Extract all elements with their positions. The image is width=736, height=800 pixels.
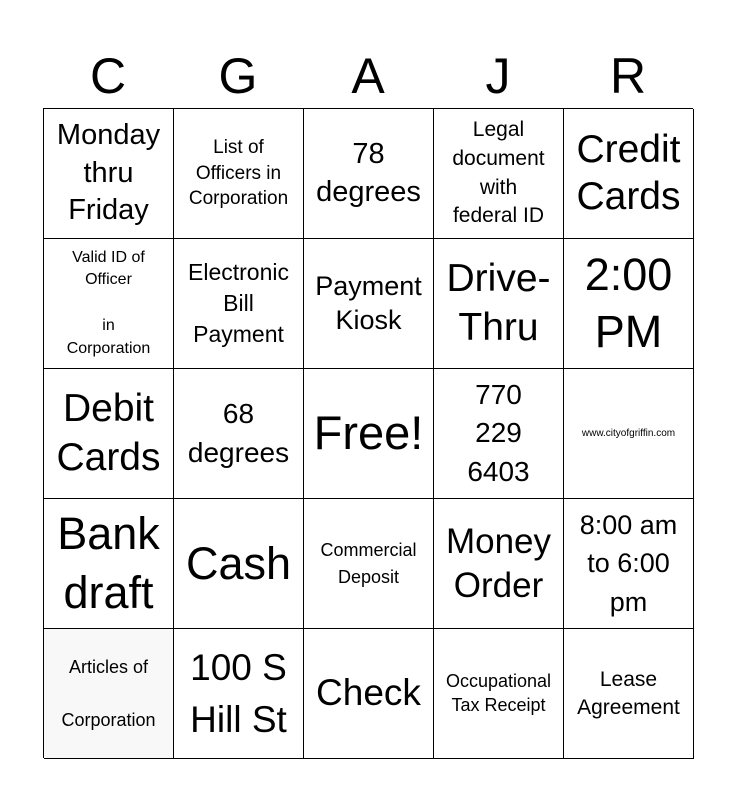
bingo-cell[interactable] — [304, 629, 434, 759]
bingo-cell[interactable] — [304, 499, 434, 629]
bingo-cell[interactable] — [564, 369, 694, 499]
cell-text: Credit Cards — [576, 127, 681, 218]
bingo-cell[interactable] — [304, 109, 434, 239]
bingo-cell[interactable] — [434, 629, 564, 759]
bingo-cell[interactable] — [434, 369, 564, 499]
cell-text: 770 229 6403 — [467, 378, 530, 487]
cell-text: Drive- Thru — [446, 256, 551, 349]
cell-text: Monday thru Friday — [56, 118, 161, 227]
cell-text: Lease Agreement — [577, 667, 680, 719]
bingo-cell[interactable] — [174, 499, 304, 629]
free-space-cell[interactable] — [304, 369, 434, 499]
bingo-cell[interactable] — [174, 239, 304, 369]
bingo-cell[interactable] — [174, 369, 304, 499]
cell-text: Articles of Corporation — [61, 657, 156, 730]
cell-text: 68 degrees — [187, 397, 290, 468]
bingo-cell[interactable] — [174, 629, 304, 759]
cell-text: Commercial Deposit — [320, 540, 417, 587]
header-letter-r: R — [609, 48, 647, 104]
cell-text: Money Order — [445, 521, 552, 605]
bingo-cell[interactable] — [434, 239, 564, 369]
cell-text: Electronic Bill Payment — [188, 258, 289, 348]
header-letter-j: J — [485, 48, 511, 104]
bingo-cell[interactable] — [304, 239, 434, 369]
cell-text: Bank draft — [57, 508, 160, 618]
bingo-cell[interactable] — [44, 369, 174, 499]
bingo-cell[interactable] — [564, 499, 694, 629]
bingo-cell[interactable] — [434, 109, 564, 239]
header-letter-c: C — [89, 48, 127, 104]
cell-text: Valid ID of Officer in Corporation — [66, 248, 151, 357]
bingo-header — [43, 44, 693, 108]
cell-text: Debit Cards — [56, 386, 161, 479]
cell-text: 8:00 am to 6:00 pm — [579, 510, 678, 617]
cell-text: 78 degrees — [316, 137, 421, 208]
bingo-cell[interactable] — [44, 109, 174, 239]
cell-text: Occupational Tax Receipt — [445, 671, 552, 715]
cell-text: Check — [316, 672, 421, 714]
free-space-text: Free! — [313, 406, 424, 460]
header-letter-a: A — [351, 48, 385, 104]
bingo-cell[interactable] — [564, 109, 694, 239]
bingo-cell[interactable] — [434, 499, 564, 629]
bingo-cell[interactable] — [174, 109, 304, 239]
bingo-cell[interactable] — [44, 499, 174, 629]
bingo-board — [43, 108, 693, 758]
cell-text: 2:00 PM — [584, 249, 673, 357]
bingo-cell[interactable] — [44, 629, 174, 759]
header-letter-g: G — [218, 48, 258, 104]
cell-text: Payment Kiosk — [315, 270, 422, 335]
cell-text: www.cityofgriffin.com — [581, 427, 676, 439]
cell-text: Legal document with federal ID — [452, 117, 545, 228]
cell-text: 100 S Hill St — [190, 646, 287, 740]
cell-text: List of Officers in Corporation — [188, 137, 289, 210]
bingo-cell[interactable] — [564, 629, 694, 759]
bingo-cell[interactable] — [44, 239, 174, 369]
cell-text: Cash — [185, 537, 292, 589]
bingo-cell[interactable] — [564, 239, 694, 369]
